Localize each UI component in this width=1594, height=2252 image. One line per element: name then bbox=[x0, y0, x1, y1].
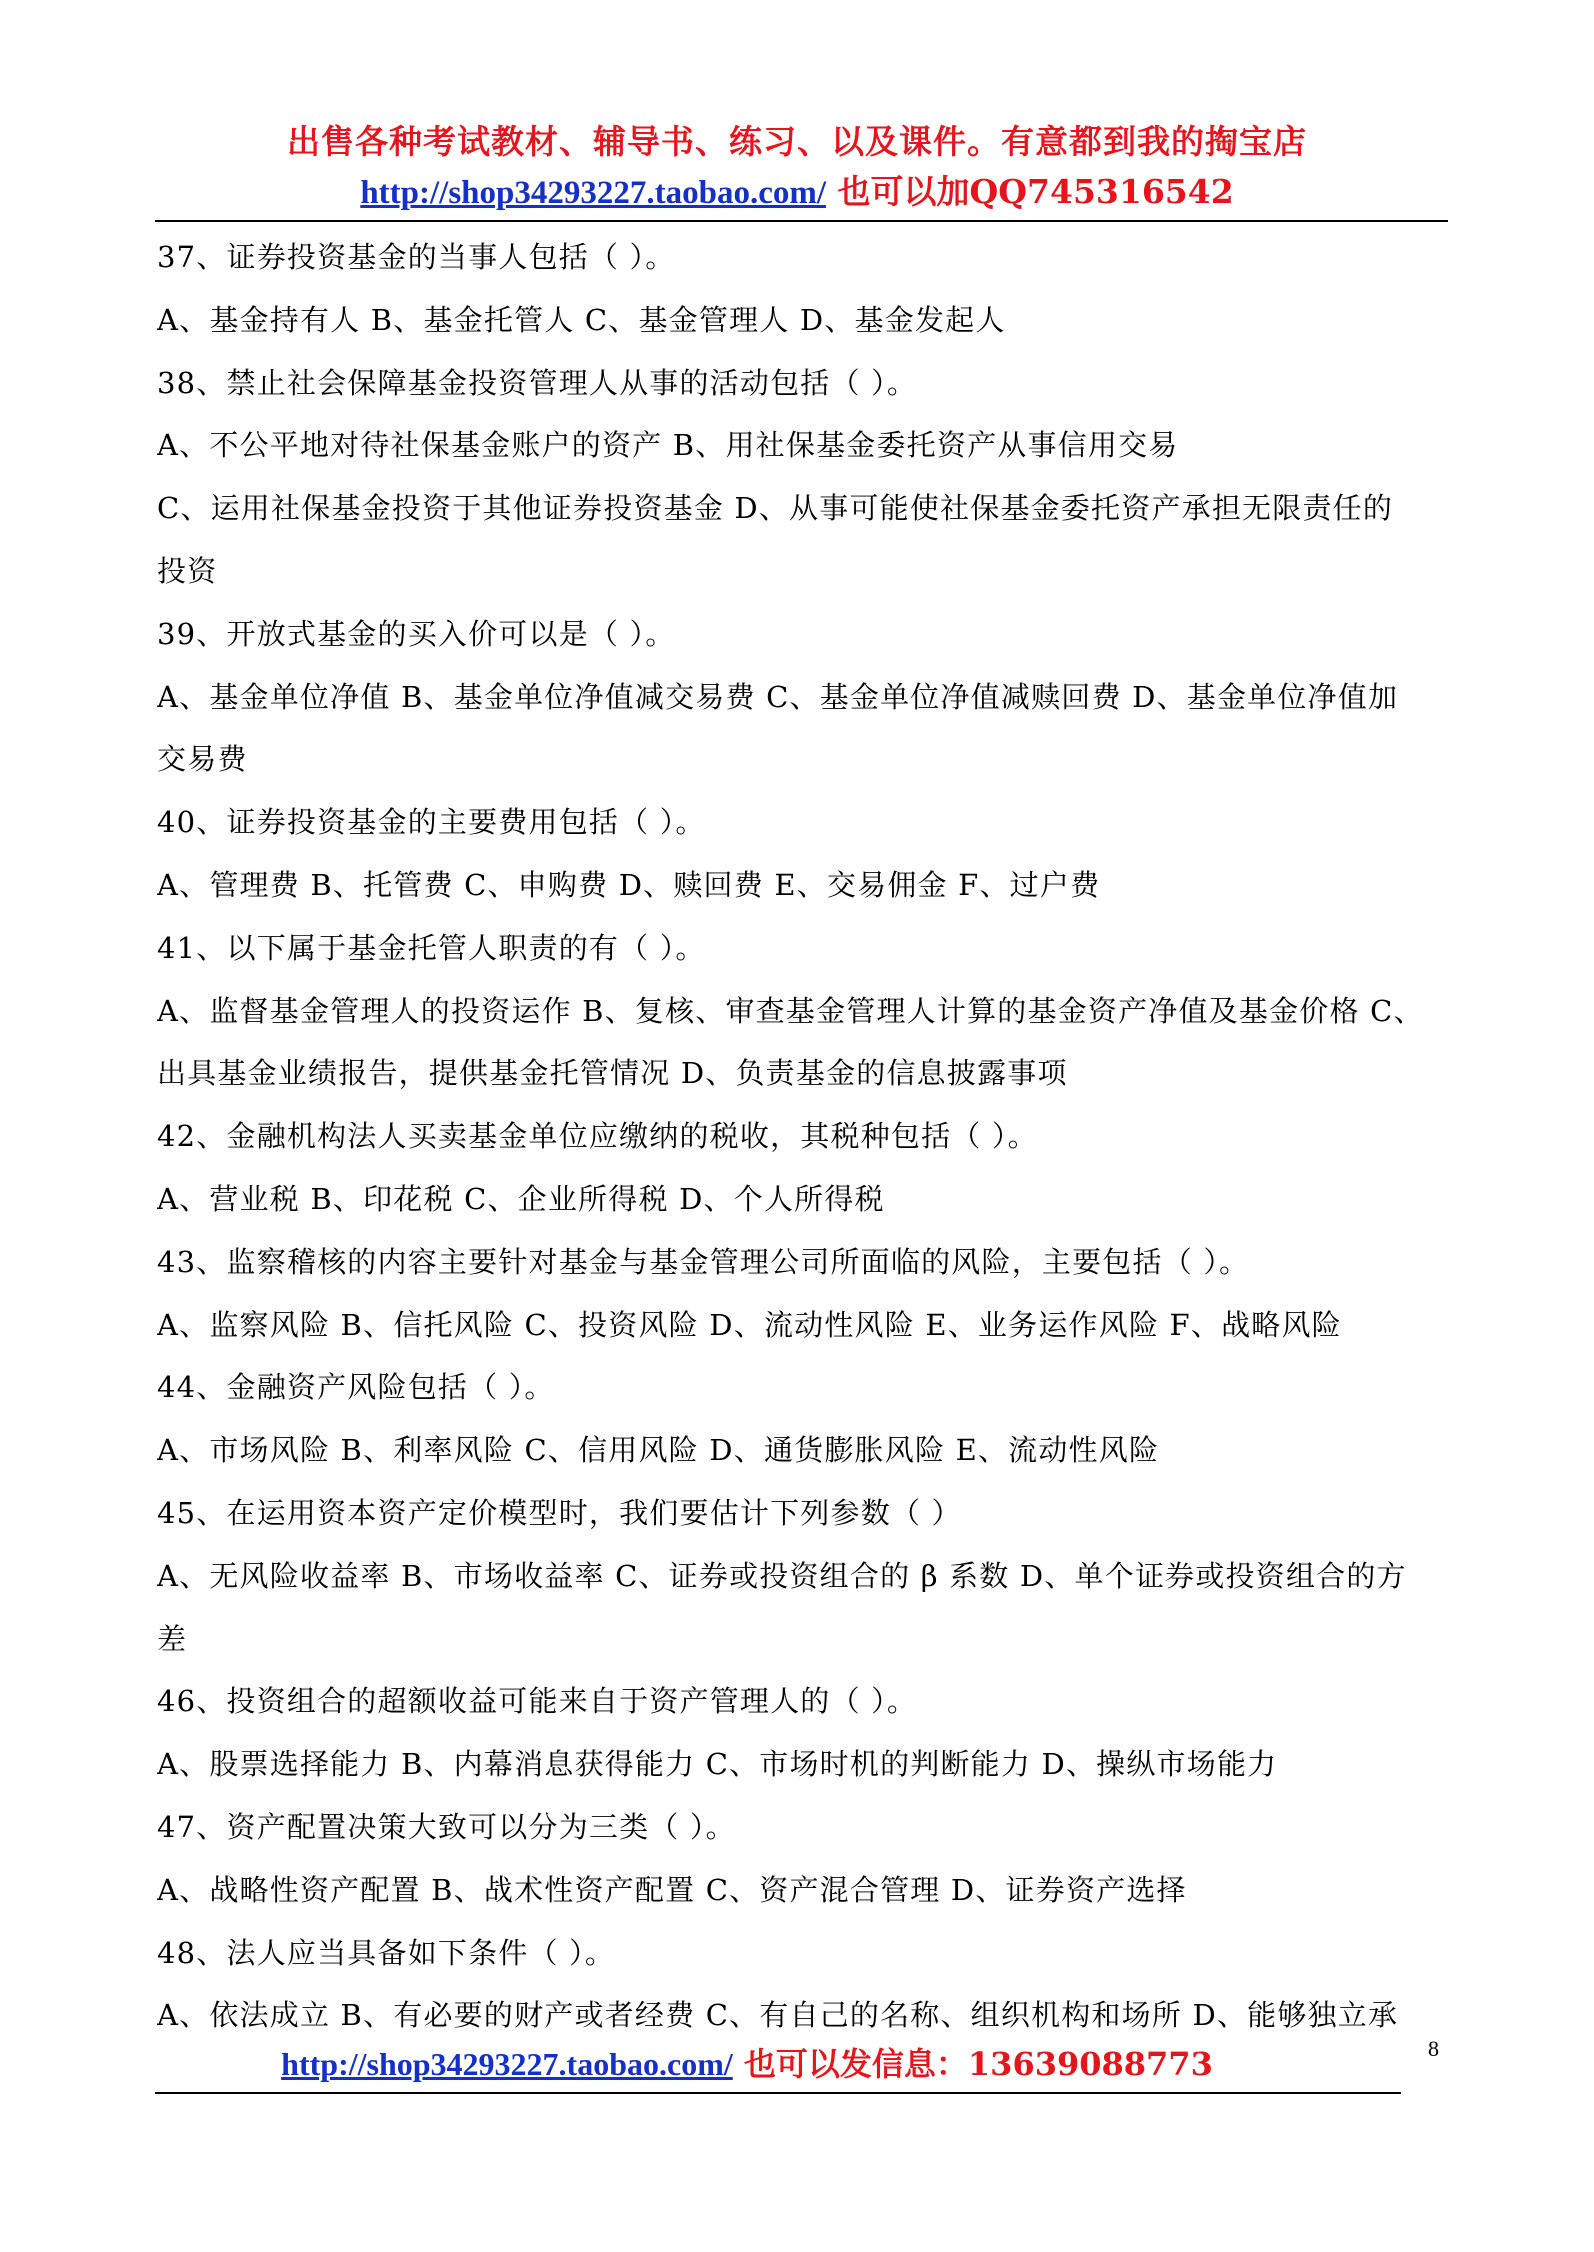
page-number: 8 bbox=[1428, 2036, 1439, 2061]
footer-message-label: 也可以发信息： bbox=[743, 2045, 968, 2083]
options-42: A、营业税 B、印花税 C、企业所得税 D、个人所得税 bbox=[157, 1181, 885, 1216]
question-list bbox=[157, 226, 1447, 2047]
options-48: A、依法成立 B、有必要的财产或者经费 C、有自己的名称、组织机构和场所 D、能够独立承 bbox=[157, 1998, 1399, 2033]
header-divider bbox=[155, 220, 1448, 222]
options-41-line1: A、监督基金管理人的投资运作 B、复核、审查基金管理人计算的基金资产净值及基金价格 C、 bbox=[157, 993, 1424, 1028]
header-suffix: 也可以加 bbox=[837, 172, 970, 211]
question-48: 48、法人应当具备如下条件（ ）。 bbox=[157, 1935, 616, 1970]
question-41: 41、以下属于基金托管人职责的有（ ）。 bbox=[157, 930, 706, 965]
question-42: 42、金融机构法人买卖基金单位应缴纳的税收，其税种包括（ ）。 bbox=[157, 1119, 1038, 1154]
question-45: 45、在运用资本资产定价模型时，我们要估计下列参数（ ） bbox=[157, 1495, 962, 1530]
options-41-line2: 出具基金业绩报告，提供基金托管情况 D、负责基金的信息披露事项 bbox=[157, 1056, 1068, 1091]
question-44: 44、金融资产风险包括（ ）。 bbox=[157, 1370, 555, 1405]
options-38-line2: C、运用社保基金投资于其他证券投资基金 D、从事可能使社保基金委托资产承担无限责任的 bbox=[157, 491, 1394, 526]
options-43: A、监察风险 B、信托风险 C、投资风险 D、流动性风险 E、业务运作风险 F、战略风险 bbox=[157, 1307, 1342, 1342]
footer-shop-link[interactable]: http://shop34293227.taobao.com/ bbox=[281, 2046, 733, 2082]
footer-divider bbox=[155, 2092, 1401, 2094]
options-45-line2: 差 bbox=[157, 1621, 188, 1656]
question-39: 39、开放式基金的买入价可以是（ ）。 bbox=[157, 616, 676, 651]
header-shop-link[interactable]: http://shop34293227.taobao.com/ bbox=[360, 175, 827, 211]
options-45-line1: A、无风险收益率 B、市场收益率 C、证券或投资组合的 β 系数 D、单个证券或投资组合的方 bbox=[157, 1558, 1407, 1593]
question-47: 47、资产配置决策大致可以分为三类（ ）。 bbox=[157, 1809, 736, 1844]
question-46: 46、投资组合的超额收益可能来自于资产管理人的（ ）。 bbox=[157, 1684, 918, 1719]
options-40: A、管理费 B、托管费 C、申购费 D、赎回费 E、交易佣金 F、过户费 bbox=[157, 867, 1101, 902]
footer-contact-line bbox=[0, 2042, 1594, 2086]
options-39-line1: A、基金单位净值 B、基金单位净值减交易费 C、基金单位净值减赎回费 D、基金单位净值加 bbox=[157, 679, 1399, 714]
header-contact-line bbox=[0, 170, 1594, 215]
options-38-line1: A、不公平地对待社保基金账户的资产 B、用社保基金委托资产从事信用交易 bbox=[157, 428, 1179, 463]
question-37: 37、证券投资基金的当事人包括（ ）。 bbox=[157, 240, 676, 274]
options-46: A、股票选择能力 B、内幕消息获得能力 C、市场时机的判断能力 D、操纵市场能力 bbox=[157, 1747, 1278, 1782]
options-44: A、市场风险 B、利率风险 C、信用风险 D、通货膨胀风险 E、流动性风险 bbox=[157, 1433, 1160, 1468]
options-47: A、战略性资产配置 B、战术性资产配置 C、资产混合管理 D、证券资产选择 bbox=[157, 1872, 1187, 1907]
options-37: A、基金持有人 B、基金托管人 C、基金管理人 D、基金发起人 bbox=[157, 302, 1006, 337]
header-ad-text: 出售各种考试教材、辅导书、练习、以及课件。有意都到我的掏宝店 bbox=[287, 122, 1307, 161]
header-qq: QQ745316542 bbox=[969, 172, 1234, 211]
question-43: 43、监察稽核的内容主要针对基金与基金管理公司所面临的风险，主要包括（ ）。 bbox=[157, 1244, 1250, 1279]
options-39-line2: 交易费 bbox=[157, 742, 248, 777]
options-38-line3: 投资 bbox=[157, 553, 218, 588]
footer-phone: 13639088773 bbox=[967, 2045, 1213, 2083]
question-38: 38、禁止社会保障基金投资管理人从事的活动包括（ ）。 bbox=[157, 365, 918, 400]
question-40: 40、证券投资基金的主要费用包括（ ）。 bbox=[157, 805, 706, 840]
